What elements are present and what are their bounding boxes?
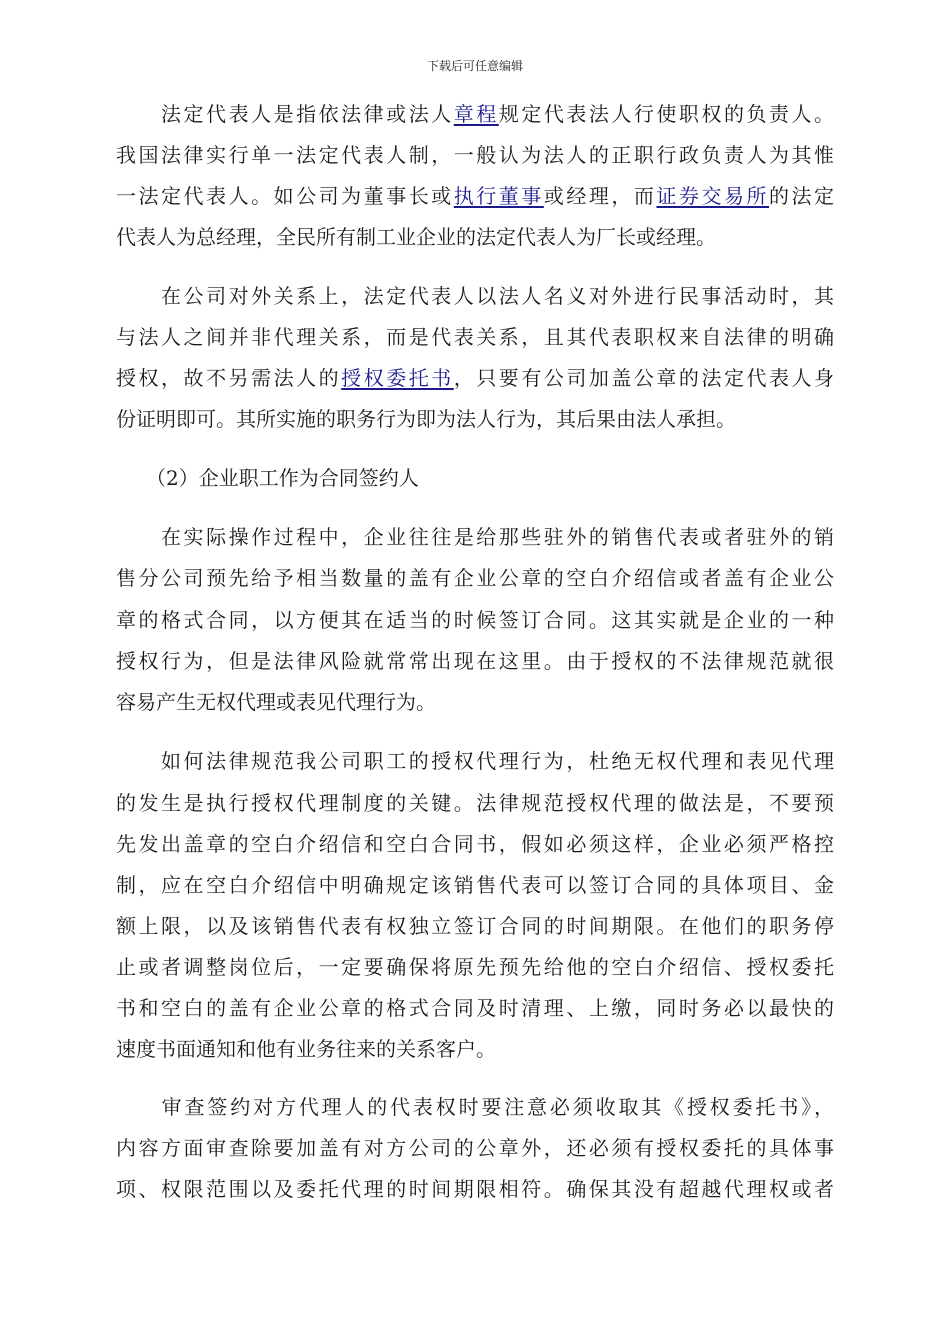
text-run: 在公司对外关系上，法定代表人以法人名义对外进行民事活动时，其 [116,284,834,308]
text-run: 如何法律规范我公司职工的授权代理行为，杜绝无权代理和表见代理 [116,749,834,773]
text-line [116,405,834,433]
text-line [116,182,834,210]
text-run: 份证明即可。其所实施的职务行为即为法人行为，其后果由法人承担。 [116,407,736,431]
text-line [116,564,834,592]
text-line [116,323,834,351]
text-run: 额上限，以及该销售代表有权独立签订合同的时间期限。在他们的职务停 [116,914,834,938]
text-line [116,871,834,899]
text-run: 章的格式合同，以方便其在适当的时候签订合同。这其实就是企业的一种 [116,608,834,632]
text-run: 容易产生无权代理或表见代理行为。 [116,690,436,714]
page-header: 下载后可任意编辑 [426,59,523,73]
text-line [116,830,834,858]
text-run: 代表人为总经理，全民所有制工业企业的法定代表人为厂长或经理。 [116,225,716,249]
text-run: 的发生是执行授权代理制度的关键。法律规范授权代理的做法是，不要预 [116,791,834,815]
text-run: 与法人之间并非代理关系，而是代表关系，且其代表职权来自法律的明确 [116,325,834,349]
hyperlink[interactable]: 授权委托书 [341,366,454,390]
text-line [116,647,834,675]
text-line [116,994,834,1022]
text-run: 一法定代表人。如公司为董事长或 [116,184,454,208]
text-line [116,464,834,492]
text-line [116,953,834,981]
text-run: 规定代表法人行使职权的负责人。 [498,102,835,126]
text-run: 或经理，而 [543,184,657,208]
text-line [116,141,834,169]
text-line [116,1134,834,1162]
hyperlink[interactable]: 章程 [453,102,499,126]
text-run: 项、权限范围以及委托代理的时间期限相符。确保其没有超越代理权或者 [116,1177,834,1201]
text-run: 授权行为，但是法律风险就常常出现在这里。由于授权的不法律规范就很 [116,649,834,673]
text-run: ，只要有公司加盖公章的法定代表人身 [453,366,835,390]
text-line [116,789,834,817]
text-line [116,282,834,310]
text-run: 内容方面审查除要加盖有对方公司的公章外，还必须有授权委托的具体事 [116,1136,834,1160]
text-run: 在实际操作过程中，企业往往是给那些驻外的销售代表或者驻外的销 [116,525,834,549]
text-line [116,1035,834,1063]
text-run: （2）企业职工作为合同签约人 [116,466,419,490]
text-run: 书和空白的盖有企业公章的格式合同及时清理、上缴，同时务必以最快的 [116,996,834,1020]
text-run: 审查签约对方代理人的代表权时要注意必须收取其《授权委托书》， [116,1095,834,1119]
text-run: 我国法律实行单一法定代表人制，一般认为法人的正职行政负责人为其惟 [116,143,834,167]
hyperlink[interactable]: 执行董事 [453,184,544,208]
text-line [116,100,834,128]
hyperlink[interactable]: 证券交易所 [656,184,770,208]
text-line [116,523,834,551]
text-line [116,223,834,251]
text-run: 止或者调整岗位后，一定要确保将原先预先给他的空白介绍信、授权委托 [116,955,834,979]
text-run: 售分公司预先给予相当数量的盖有企业公章的空白介绍信或者盖有企业公 [116,566,834,590]
text-run: 的法定 [769,184,835,208]
text-run: 法定代表人是指依法律或法人 [116,102,454,126]
text-run: 先发出盖章的空白介绍信和空白合同书，假如必须这样，企业必须严格控 [116,832,834,856]
text-line [116,1175,834,1203]
text-line [116,606,834,634]
text-run: 制，应在空白介绍信中明确规定该销售代表可以签订合同的具体项目、金 [116,873,834,897]
text-run: 速度书面通知和他有业务往来的关系客户。 [116,1037,496,1061]
text-line [116,688,834,716]
text-line [116,364,834,392]
text-run: 授权，故不另需法人的 [116,366,342,390]
text-line [116,747,834,775]
text-line [116,912,834,940]
text-line [116,1093,834,1121]
